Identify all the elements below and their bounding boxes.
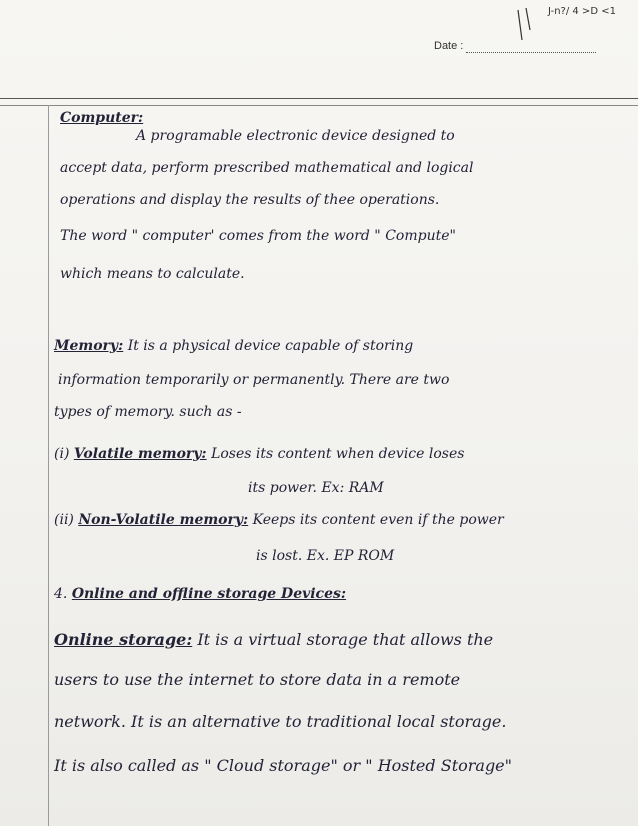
volatile-memory-line-2: its power. Ex: RAM [248,480,384,496]
computer-line-1: A programable electronic device designed to [136,128,455,144]
nonvolatile-memory-rest: Keeps its content even if the power [252,512,504,528]
online-storage-line-2: users to use the internet to store data in a remote [54,670,461,689]
corner-scribble-text: J-n?/ 4 >D <1 [548,6,616,17]
computer-heading: Computer: [60,110,144,126]
computer-line-3: operations and display the results of thee operations. [60,192,440,208]
online-storage-heading: Online storage: [54,630,193,649]
memory-line-2: information temporarily or permanently. There are two [58,372,450,388]
computer-line-2: accept data, perform prescribed mathematical and logical [60,160,474,176]
storage-devices-line [54,586,346,602]
nonvolatile-marker: (ii) [54,512,74,528]
volatile-memory-heading: Volatile memory: [73,446,207,462]
memory-line-1-rest: It is a physical device capable of storing [127,338,414,354]
online-storage-line-1-rest: It is a virtual storage that allows the [197,630,494,649]
corner-scribble [508,0,628,60]
online-storage-line-1 [54,630,493,649]
nonvolatile-memory-heading: Non-Volatile memory: [78,512,249,528]
nonvolatile-memory-line [54,512,504,528]
margin-rule [48,105,49,826]
memory-heading: Memory: [54,338,124,354]
volatile-marker: (i) [54,446,70,462]
memory-line-1 [54,338,413,354]
nonvolatile-memory-line-2: is lost. Ex. EP ROM [256,548,395,564]
computer-line-4: The word " computer' comes from the word " Compute" [60,228,456,244]
storage-devices-heading: Online and offline storage Devices: [71,586,347,602]
online-storage-line-4: It is also called as " Cloud storage" or " Hosted Storage" [54,756,513,775]
online-storage-line-3: network. It is an alternative to traditional local storage. [54,712,507,731]
storage-marker: 4. [54,586,68,602]
memory-line-3: types of memory. such as - [54,404,242,420]
header-rule [0,98,638,106]
computer-line-5: which means to calculate. [60,266,245,282]
date-label: Date : [434,40,464,52]
volatile-memory-rest: Loses its content when device loses [211,446,465,462]
date-line [466,52,596,53]
volatile-memory-line [54,446,464,462]
